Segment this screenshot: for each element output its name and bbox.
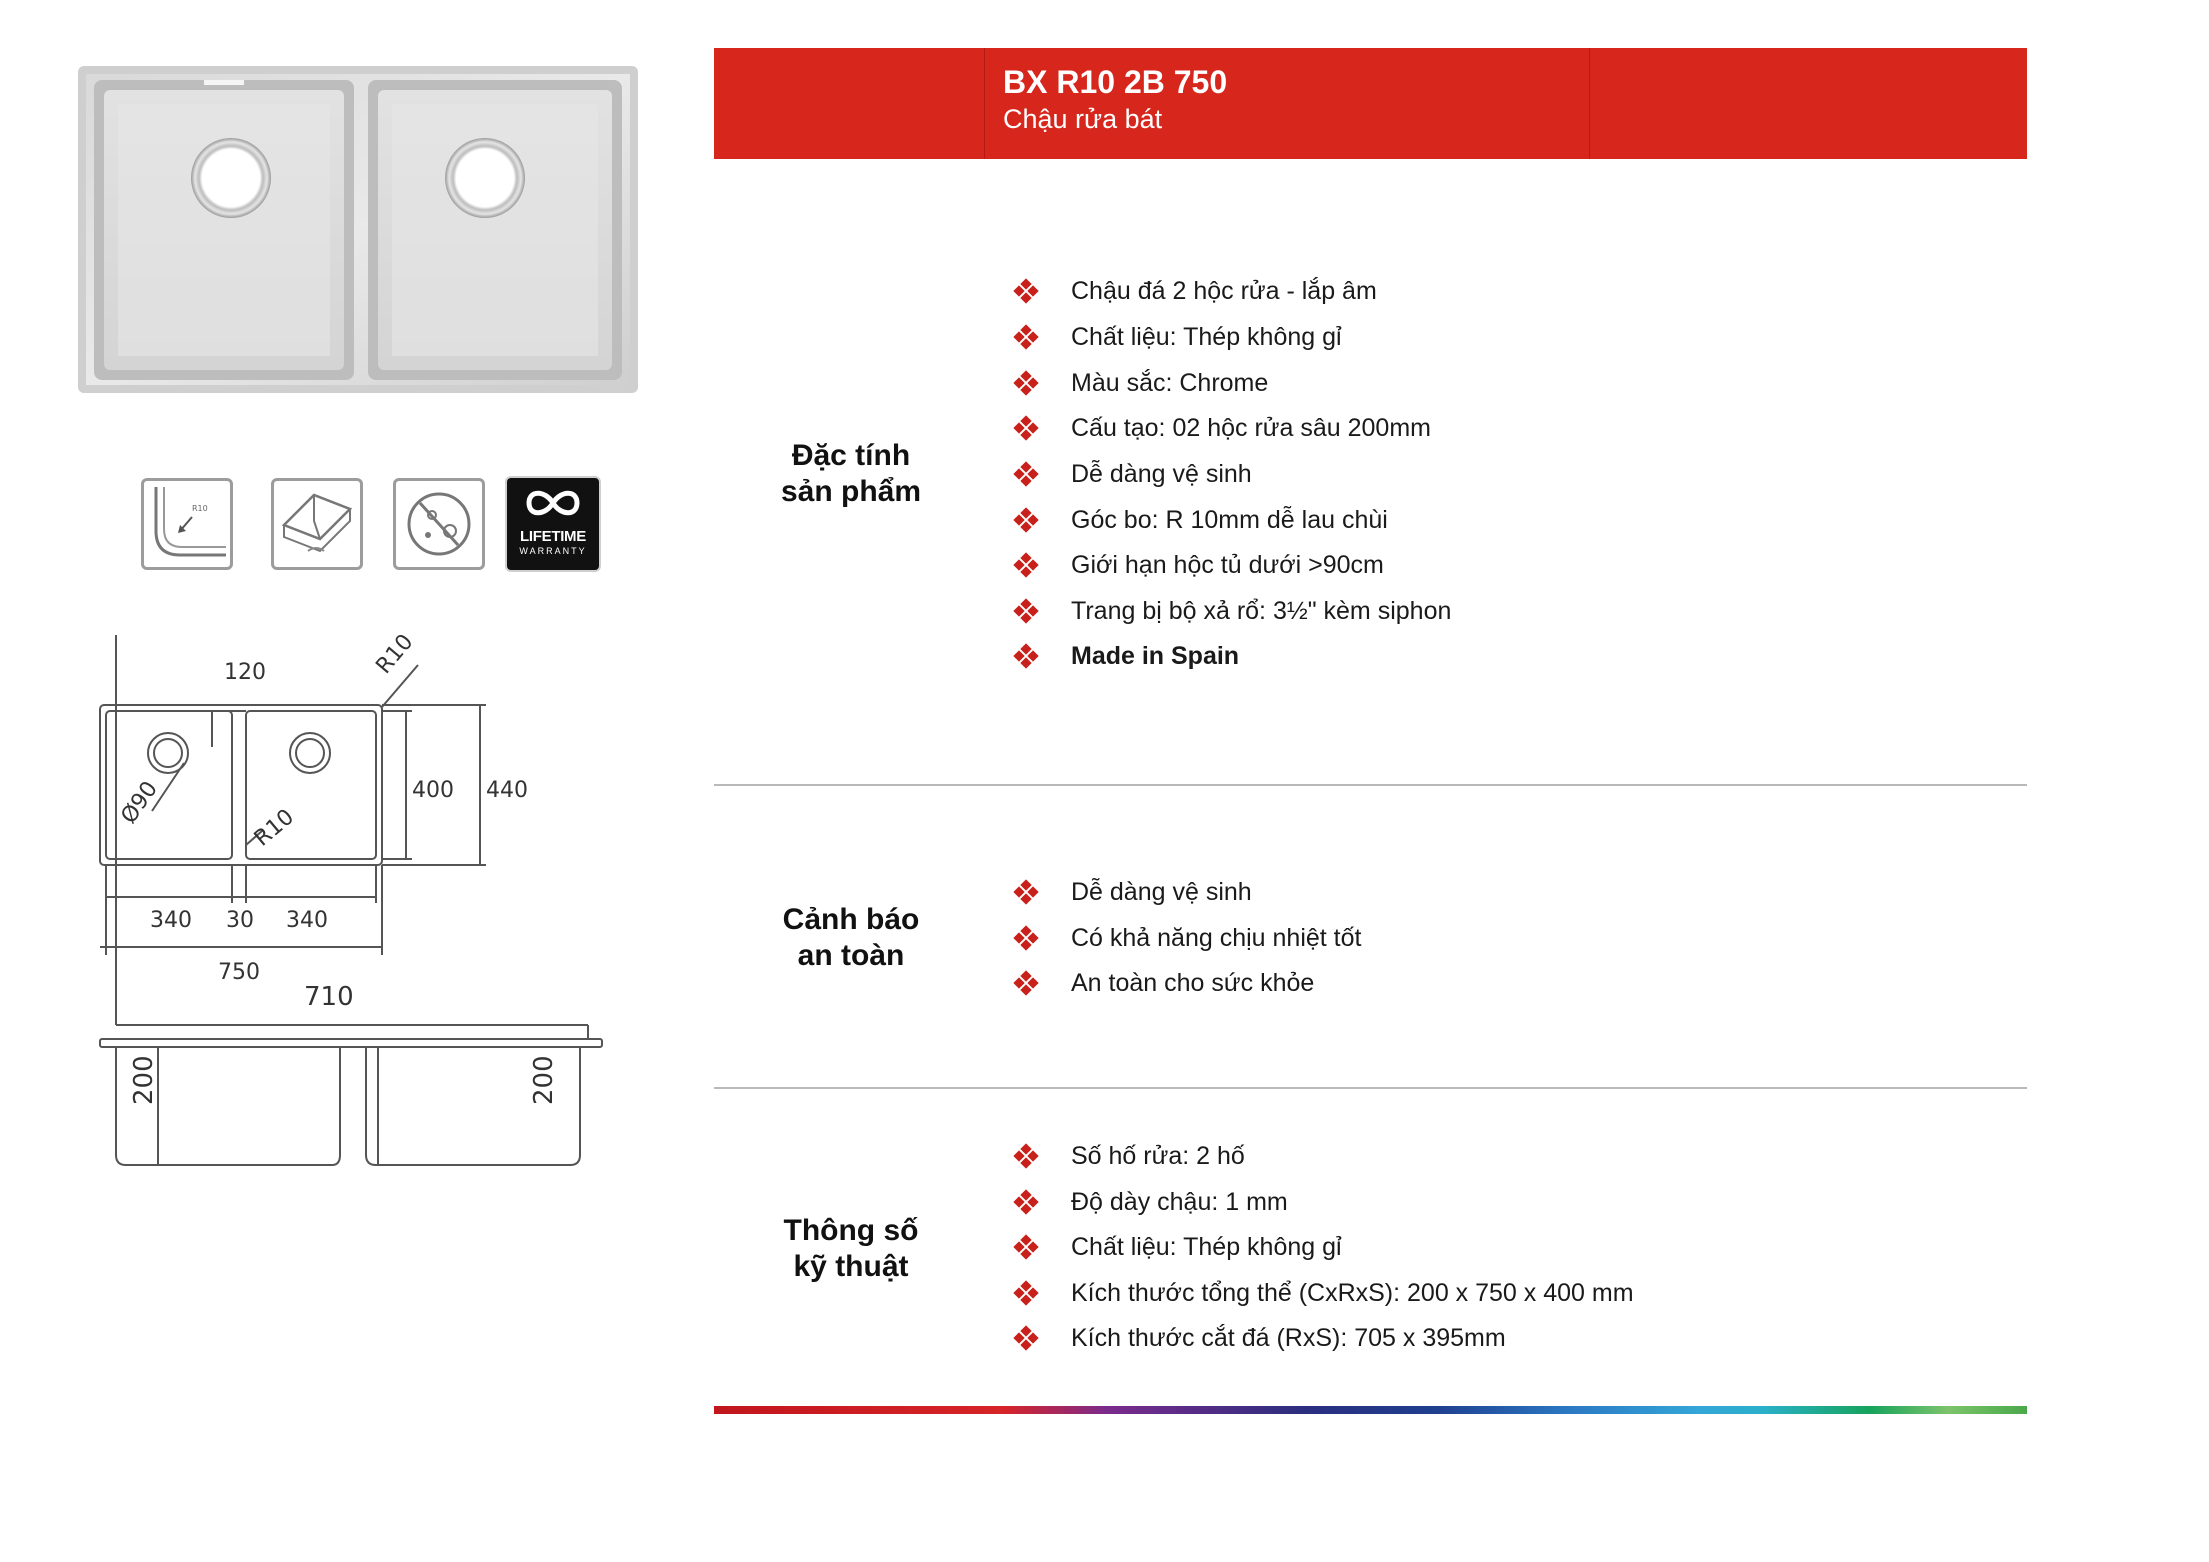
bullet-icon (1015, 509, 1037, 531)
bullet-icon (1015, 554, 1037, 576)
dim-r10-inner: R10 (249, 804, 300, 852)
bullet-icon (1015, 1236, 1037, 1258)
warranty-subtitle: WARRANTY (519, 546, 587, 556)
dim-440: 440 (486, 778, 528, 803)
easy-clean-icon (393, 478, 485, 570)
bullet-icon (1015, 927, 1037, 949)
dim-750: 750 (218, 960, 260, 985)
dim-120: 120 (224, 660, 266, 685)
bullet-icon (1015, 1282, 1037, 1304)
bullet-icon (1015, 280, 1037, 302)
section-divider (714, 1087, 2027, 1089)
list-item: Có khả năng chịu nhiệt tốt (1015, 918, 1361, 958)
list-item: Độ dày chậu: 1 mm (1015, 1182, 1288, 1222)
technical-drawing (40, 635, 670, 1265)
undermount-icon (271, 478, 363, 570)
bullet-icon (1015, 600, 1037, 622)
dim-r10-top: R10 (371, 635, 419, 679)
model-name: BX R10 2B 750 (1003, 64, 1228, 100)
dim-340-right: 340 (286, 908, 328, 933)
dim-d90: Ø90 (116, 776, 163, 829)
list-item: An toàn cho sức khỏe (1015, 963, 1314, 1003)
list-item: Trang bị bộ xả rổ: 3½" kèm siphon (1015, 591, 1451, 631)
color-bar (714, 1406, 2027, 1414)
section-safety-title: Cảnh báo an toàn (782, 903, 920, 972)
bullet-icon (1015, 972, 1037, 994)
section-specs-title: Thông số kỹ thuật (783, 1214, 919, 1283)
list-item: Số hố rửa: 2 hố (1015, 1136, 1245, 1176)
bullet-icon (1015, 372, 1037, 394)
list-item: Made in Spain (1015, 636, 1239, 676)
section-divider (714, 784, 2027, 786)
lifetime-warranty-icon (507, 478, 599, 570)
section-features-title: Đặc tính sản phẩm (780, 439, 922, 508)
list-item: Kích thước tổng thể (CxRxS): 200 x 750 x 400 mm (1015, 1273, 1634, 1313)
dim-340-left: 340 (150, 908, 192, 933)
list-item: Cấu tạo: 02 hộc rửa sâu 200mm (1015, 408, 1431, 448)
bullet-icon (1015, 1145, 1037, 1167)
bullet-icon (1015, 645, 1037, 667)
list-item: Chậu đá 2 hộc rửa - lắp âm (1015, 271, 1377, 311)
dim-200-right: 200 (529, 1055, 559, 1105)
list-item: Dễ dàng vệ sinh (1015, 872, 1252, 912)
product-subtitle: Chậu rửa bát (1003, 104, 1163, 134)
bullet-icon (1015, 1191, 1037, 1213)
list-item: Góc bo: R 10mm dễ lau chùi (1015, 500, 1388, 540)
radius-corner-icon (141, 478, 233, 570)
bullet-icon (1015, 417, 1037, 439)
bullet-icon (1015, 881, 1037, 903)
radius-label: R10 (192, 504, 208, 513)
list-item: Chất liệu: Thép không gỉ (1015, 1227, 1342, 1267)
dim-200-left: 200 (129, 1055, 159, 1105)
list-item: Màu sắc: Chrome (1015, 363, 1268, 403)
dim-400: 400 (412, 778, 454, 803)
list-item: Kích thước cắt đá (RxS): 705 x 395mm (1015, 1318, 1506, 1358)
product-photo (78, 66, 638, 393)
product-header (714, 48, 2027, 159)
list-item: Dễ dàng vệ sinh (1015, 454, 1252, 494)
bullet-icon (1015, 326, 1037, 348)
dim-30: 30 (226, 908, 254, 933)
list-item: Giới hạn hộc tủ dưới >90cm (1015, 545, 1384, 585)
list-item: Chất liệu: Thép không gỉ (1015, 317, 1342, 357)
dim-710: 710 (304, 982, 354, 1012)
warranty-title: LIFETIME (520, 528, 586, 545)
bullet-icon (1015, 463, 1037, 485)
bullet-icon (1015, 1327, 1037, 1349)
